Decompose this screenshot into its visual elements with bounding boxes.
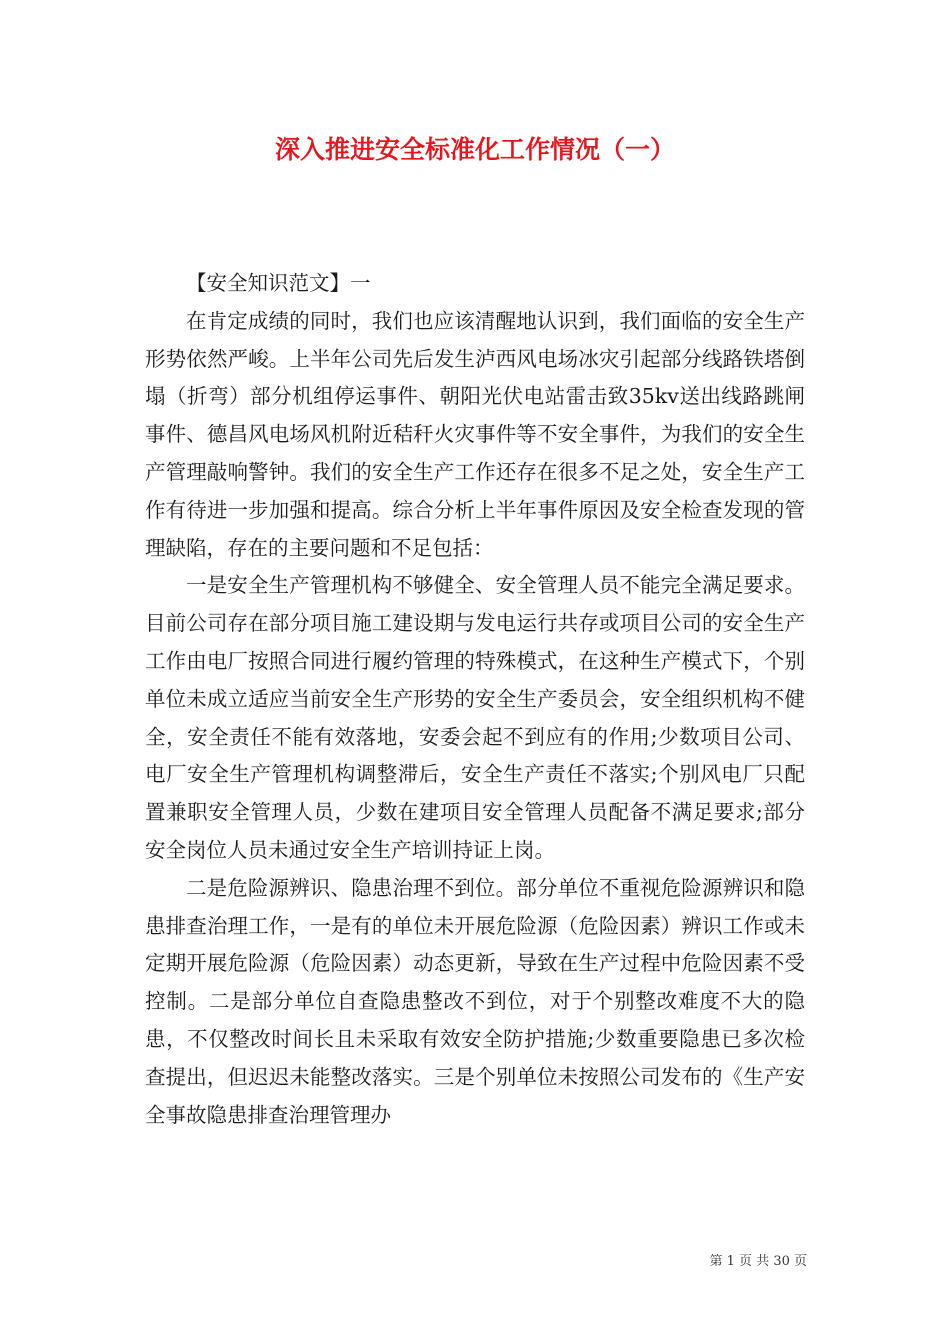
document-title: 深入推进安全标准化工作情况（一） <box>274 135 675 164</box>
document-body <box>145 265 805 1134</box>
paragraph: 一是安全生产管理机构不够健全、安全管理人员不能完全满足要求。目前公司存在部分项目施工建设期与发电运行共存或项目公司的安全生产工作由电厂按照合同进行履约管理的特殊模式，在这种生产模式下，个别单位未成立适应当前安全生产形势的安全生产委员会，安全组织机构不健全，安全责任不能有效落地，安委会起不到应有的作用;少数项目公司、电厂安全生产管理机构调整滞后，安全生产责任不落实;个别风电厂只配置兼职安全管理人员，少数在建项目安全管理人员配备不满足要求;部分安全岗位人员未通过安全生产培训持证上岗。 <box>145 573 805 862</box>
paragraph: 在肯定成绩的同时，我们也应该清醒地认识到，我们面临的安全生产形势依然严峻。上半年公司先后发生泸西风电场冰灾引起部分线路铁塔倒塌（折弯）部分机组停运事件、朝阳光伏电站雷击致35kv送出线路跳闸事件、德昌风电场风机附近秸秆火灾事件等不安全事件，为我们的安全生产管理敲响警钟。我们的安全生产工作还存在很多不足之处，安全生产工作有待进一步加强和提高。综合分析上半年事件原因及安全检查发现的管理缺陷，存在的主要问题和不足包括： <box>145 308 805 560</box>
page-number: 第 1 页 共 30 页 <box>709 1254 807 1269</box>
paragraph: 二是危险源辨识、隐患治理不到位。部分单位不重视危险源辨识和隐患排查治理工作，一是有的单位未开展危险源（危险因素）辨识工作或未定期开展危险源（危险因素）动态更新，导致在生产过程中危险因素不受控制。二是部分单位自查隐患整改不到位，对于个别整改难度不大的隐患，不仅整改时间长且未采取有效安全防护措施;少数重要隐患已多次检查提出，但迟迟未能整改落实。三是个别单位未按照公司发布的《生产安全事故隐患排查治理管理办 <box>145 875 805 1127</box>
paragraph-heading: 【安全知识范文】一 <box>186 271 371 295</box>
